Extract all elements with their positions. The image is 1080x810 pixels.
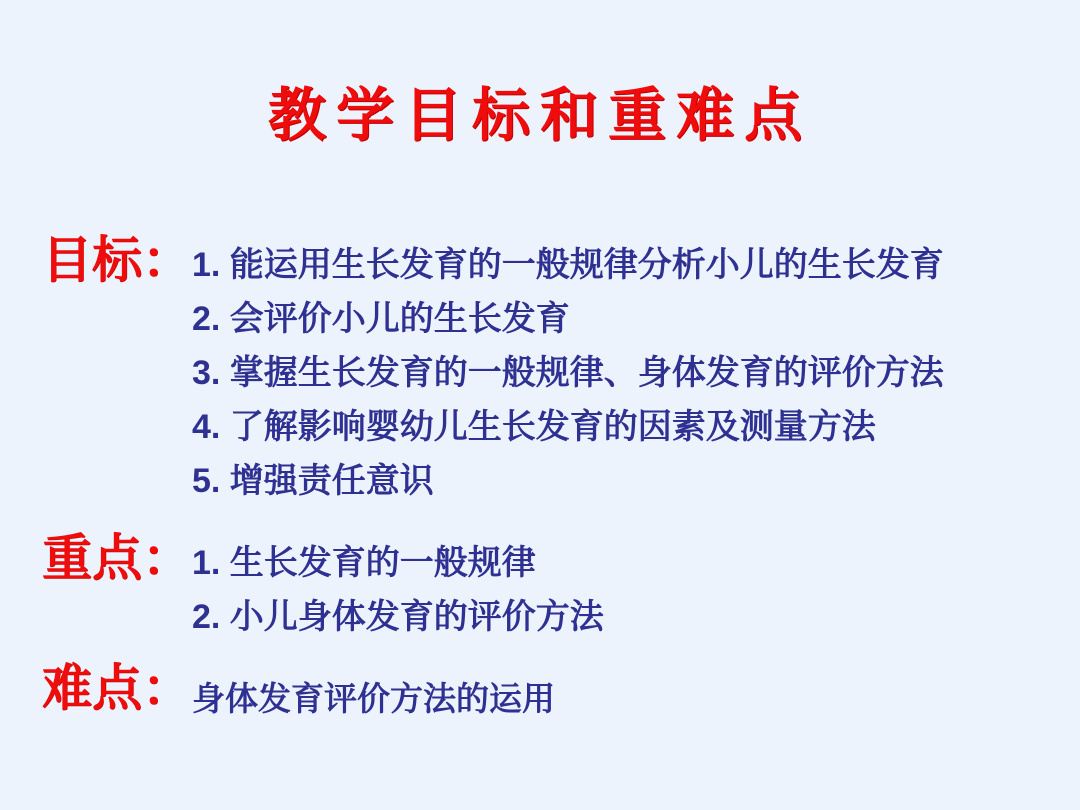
list-item: 3. 掌握生长发育的一般规律、身体发育的评价方法: [192, 354, 944, 392]
section-key-points: [0, 530, 1080, 644]
section-difficult-points-label: 难点：: [42, 660, 192, 716]
section-key-points-items: [192, 530, 604, 644]
section-goals-items: [192, 232, 944, 508]
section-goals: [0, 232, 1080, 508]
section-goals-label: 目标：: [42, 232, 192, 288]
slide-title: 教学目标和重难点: [267, 83, 812, 148]
list-item: 4. 了解影响婴幼儿生长发育的因素及测量方法: [192, 408, 876, 446]
list-item: 1. 生长发育的一般规律: [192, 544, 536, 582]
list-item: 5. 增强责任意识: [192, 462, 434, 500]
list-item: 2. 会评价小儿的生长发育: [192, 300, 570, 338]
section-key-points-label: 重点：: [42, 530, 192, 586]
section-difficult-points-items: [192, 660, 555, 726]
section-difficult-points: [0, 660, 1080, 726]
list-item: 2. 小儿身体发育的评价方法: [192, 598, 604, 636]
list-item: 身体发育评价方法的运用: [192, 680, 555, 717]
slide-body: [0, 232, 1080, 726]
list-item: 1. 能运用生长发育的一般规律分析小儿的生长发育: [192, 246, 944, 284]
